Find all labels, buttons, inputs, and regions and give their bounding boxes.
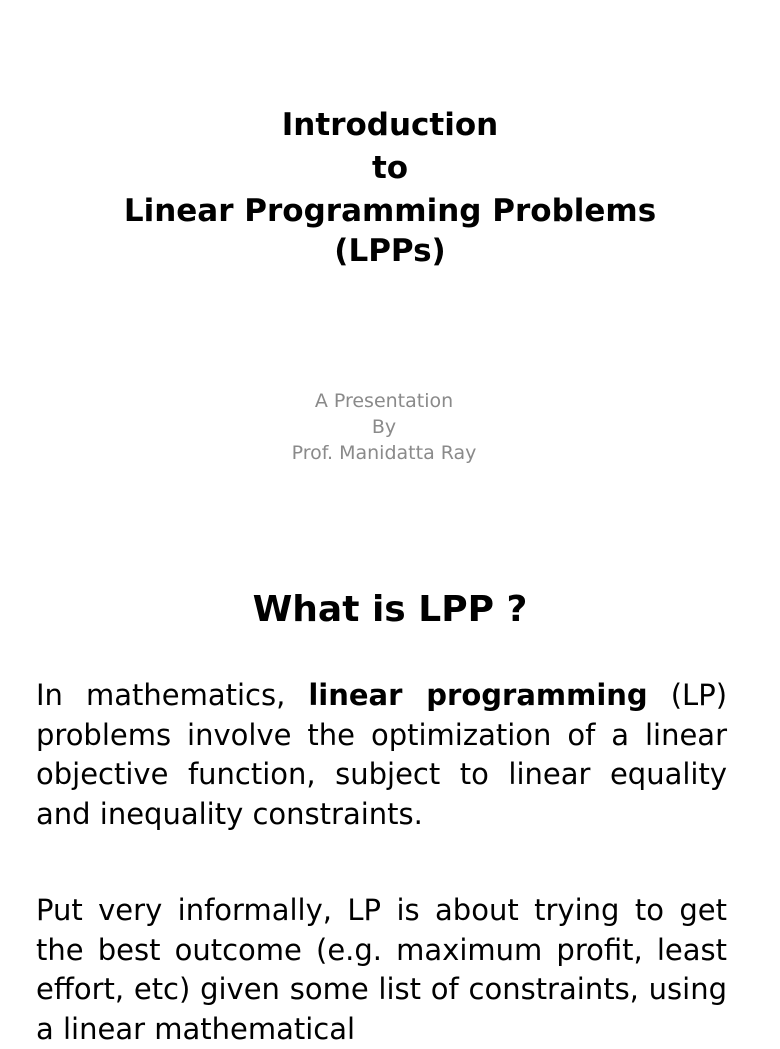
title-slide	[0, 0, 768, 512]
paragraph-text: In mathematics,	[36, 678, 309, 712]
bold-term: linear programming	[308, 678, 648, 712]
definition-paragraph	[36, 676, 727, 834]
title-line: Linear Programming Problems	[123, 193, 657, 229]
author-name: Prof. Manidatta Ray	[291, 442, 477, 464]
presentation-title	[0, 104, 780, 271]
paragraph-text: (LP) problems involve the optimization of a linear objective function, subject to linear equality and inequality constraints.	[36, 678, 728, 831]
title-line: Introduction	[281, 107, 499, 143]
byline-line: By	[371, 416, 397, 438]
content-slide	[0, 562, 768, 1046]
byline-line: A Presentation	[314, 390, 454, 412]
title-line: (LPPs)	[334, 233, 446, 269]
informal-paragraph: Put very informally, LP is about trying to get the best outcome (e.g. maximum profit, least effort, etc) given some list of constraints, using a linear mathematical	[36, 893, 727, 1046]
presentation-byline	[0, 388, 768, 466]
title-line: to	[371, 150, 409, 186]
slide-heading: What is LPP ?	[252, 589, 528, 630]
